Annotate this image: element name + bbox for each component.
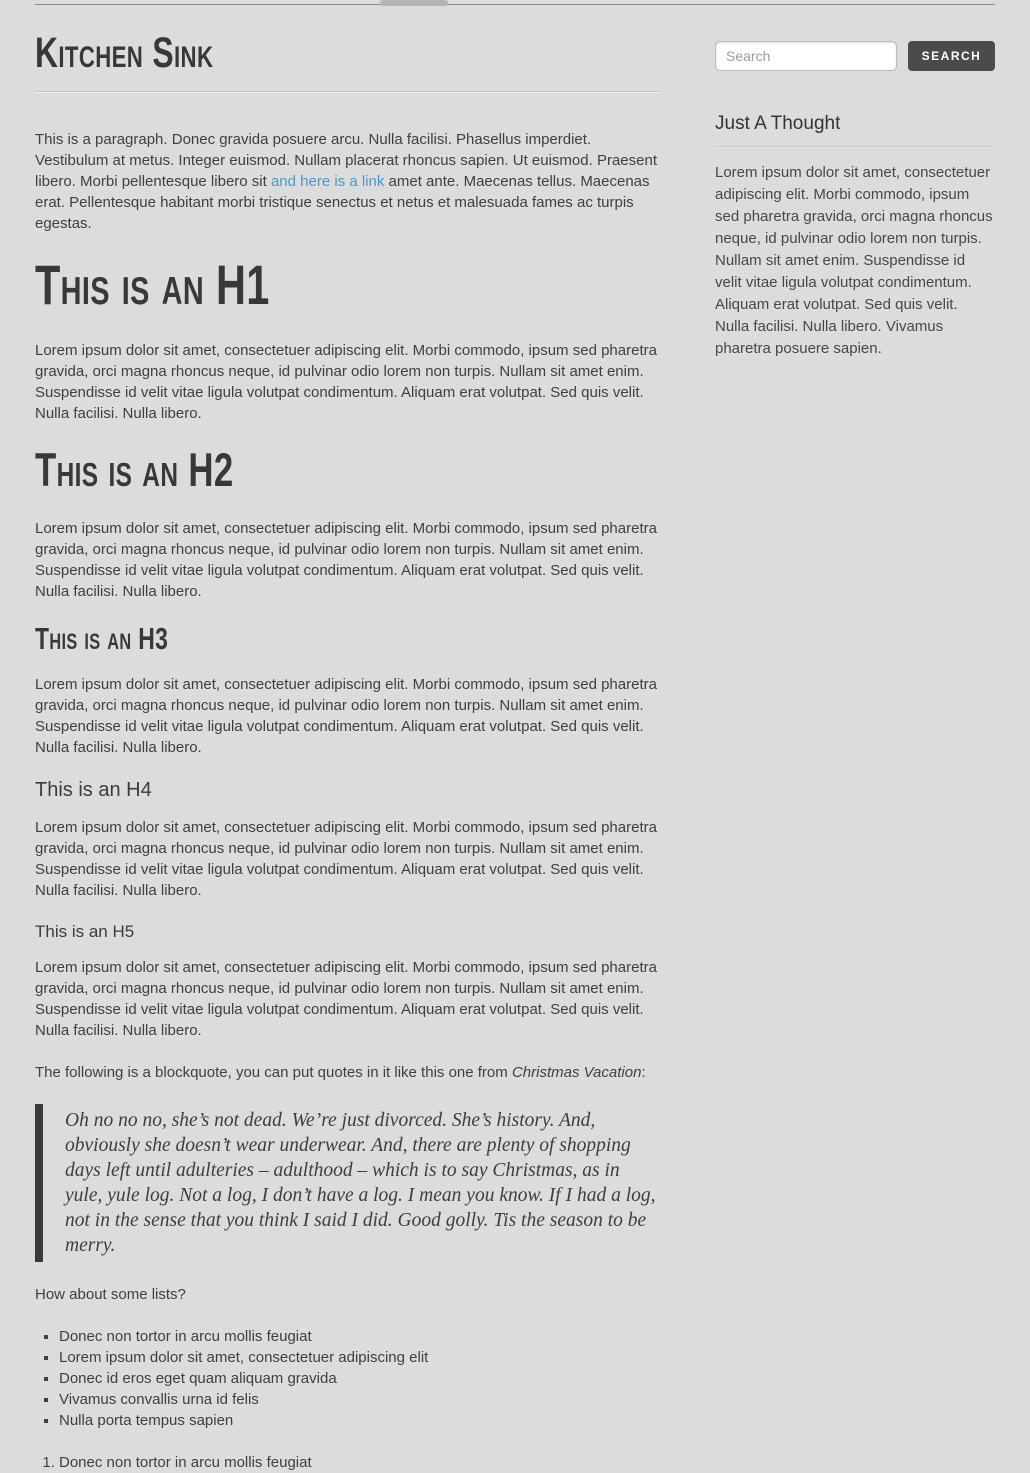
inline-link[interactable]: and here is a link — [270, 173, 385, 191]
main-column — [35, 6, 660, 1473]
blockquote-text: Oh no no no, she’s not dead. We’re just divorced. She’s history. And, obviously she doesn’t wear underwear. And, there are plenty of shopping days left until adulteries – adulthood – which is to say Christmas, as in yule, yule log. Not a log, I don’t have a log. I mean you know. If I had a log, not in the sense that you think I said I did. Good golly. Tis the season to be merry. — [65, 1110, 656, 1257]
heading-h3-demo — [35, 621, 660, 657]
widget-title: Just A Thought — [715, 113, 841, 134]
ordered-list — [35, 1452, 660, 1473]
h5-section-paragraph: Lorem ipsum dolor sit amet, consectetuer adipiscing elit. Morbi commodo, ipsum sed pharetra gravida, orci magna rhoncus neque, id pulvinar odio lorem non turpis. Nullam sit amet enim. Suspendisse id velit vitae ligula volutpat condimentum. Aliquam erat volutpat. Sed quis velit. Nulla facilisi. Nulla libero. — [35, 959, 657, 1040]
top-border — [35, 4, 995, 5]
widget-divider — [715, 146, 995, 148]
heading-h1-text: This is an H1 — [35, 253, 270, 317]
list-item: ▪ Donec id eros eget quam aliquam gravida — [59, 1368, 660, 1389]
blockquote-intro-after: : — [641, 1064, 646, 1082]
content-container — [35, 6, 995, 1473]
heading-h1-demo — [35, 253, 660, 317]
page-title-text: Kitchen Sink — [35, 29, 214, 77]
list-item: ▪ Lorem ipsum dolor sit amet, consectetuer adipiscing elit — [59, 1347, 660, 1368]
widget-text: Lorem ipsum dolor sit amet, consectetuer adipiscing elit. Morbi commodo, ipsum sed pharetra gravida, orci magna rhoncus neque, id pulvinar odio lorem non turpis. Nullam sit amet enim. Suspendisse id velit vitae ligula volutpat condimentum. Aliquam erat volutpat. Sed quis velit. Nulla facilisi. Nulla libero. Vivamus pharetra posuere sapien. — [715, 164, 993, 357]
heading-h3-text: This is an H3 — [35, 621, 169, 657]
heading-h2-demo — [35, 443, 660, 497]
intro-paragraph — [35, 129, 660, 234]
lists-intro: How about some lists? — [35, 1286, 186, 1304]
blockquote-intro-cite: Christmas Vacation — [511, 1064, 642, 1082]
blockquote-intro — [35, 1062, 660, 1083]
heading-h5-demo: This is an H5 — [35, 922, 135, 942]
list-item: 1. Donec non tortor in arcu mollis feugiat — [59, 1452, 660, 1473]
title-divider — [35, 91, 660, 93]
search-form — [715, 41, 995, 71]
just-a-thought-widget — [715, 113, 995, 360]
sidebar — [715, 6, 995, 1473]
search-button[interactable]: SEARCH — [908, 41, 995, 71]
h2-section-paragraph: Lorem ipsum dolor sit amet, consectetuer adipiscing elit. Morbi commodo, ipsum sed pharetra gravida, orci magna rhoncus neque, id pulvinar odio lorem non turpis. Nullam sit amet enim. Suspendisse id velit vitae ligula volutpat condimentum. Aliquam erat volutpat. Sed quis velit. Nulla facilisi. Nulla libero. — [35, 520, 657, 601]
unordered-list — [35, 1326, 660, 1431]
list-item: ▪ Vivamus convallis urna id felis — [59, 1389, 660, 1410]
search-input[interactable] — [715, 41, 897, 71]
h3-section-paragraph: Lorem ipsum dolor sit amet, consectetuer adipiscing elit. Morbi commodo, ipsum sed pharetra gravida, orci magna rhoncus neque, id pulvinar odio lorem non turpis. Nullam sit amet enim. Suspendisse id velit vitae ligula volutpat condimentum. Aliquam erat volutpat. Sed quis velit. Nulla facilisi. Nulla libero. — [35, 676, 657, 757]
list-item: ▪ Nulla porta tempus sapien — [59, 1410, 660, 1431]
heading-h2-text: This is an H2 — [35, 443, 234, 497]
intro-text-before-link: This is a paragraph. Donec gravida posuere arcu. Nulla facilisi. Phasellus imperdiet. Vestibulum at metus. Integer euismod. Nullam placerat rhoncus sapien. Ut euismod. Praesent libero. Morbi pellentesque libero sit — [35, 131, 657, 191]
h4-section-paragraph: Lorem ipsum dolor sit amet, consectetuer adipiscing elit. Morbi commodo, ipsum sed pharetra gravida, orci magna rhoncus neque, id pulvinar odio lorem non turpis. Nullam sit amet enim. Suspendisse id velit vitae ligula volutpat condimentum. Aliquam erat volutpat. Sed quis velit. Nulla facilisi. Nulla libero. — [35, 819, 657, 900]
intro-text-after-link: amet ante. Maecenas tellus. Maecenas erat. Pellentesque habitant morbi tristique senectus et netus et malesuada fames ac turpis egestas. — [35, 173, 650, 233]
h1-section-paragraph: Lorem ipsum dolor sit amet, consectetuer adipiscing elit. Morbi commodo, ipsum sed pharetra gravida, orci magna rhoncus neque, id pulvinar odio lorem non turpis. Nullam sit amet enim. Suspendisse id velit vitae ligula volutpat condimentum. Aliquam erat volutpat. Sed quis velit. Nulla facilisi. Nulla libero. — [35, 342, 657, 423]
list-item: ▪ Donec non tortor in arcu mollis feugiat — [59, 1326, 660, 1347]
heading-h4-demo: This is an H4 — [35, 779, 152, 802]
blockquote — [35, 1104, 660, 1262]
blockquote-intro-before: The following is a blockquote, you can put quotes in it like this one from — [35, 1064, 512, 1082]
page-title — [35, 30, 660, 77]
